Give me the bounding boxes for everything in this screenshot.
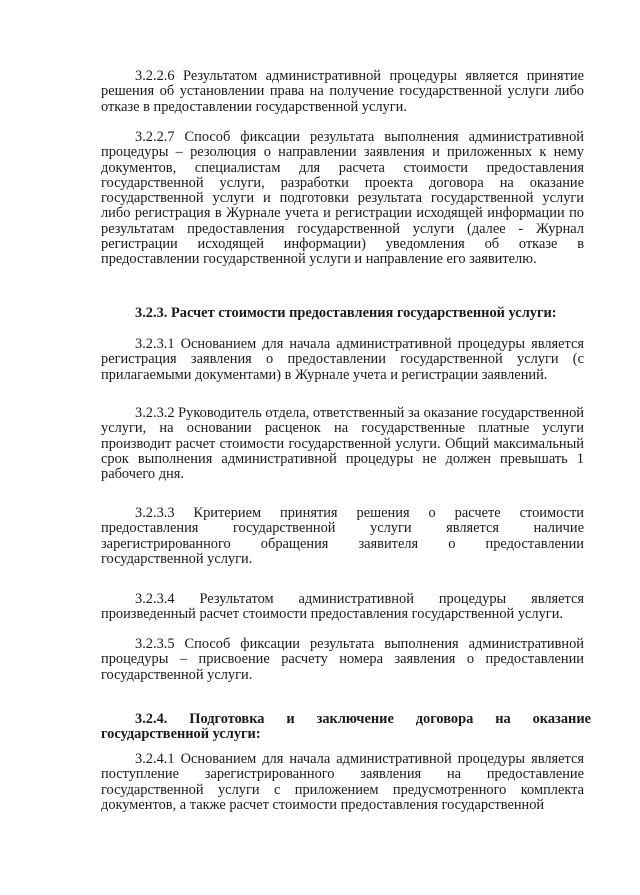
- paragraph-3-2-3-3: 3.2.3.3 Критерием принятия решения о расчете стоимости предоставления государственной услуги является наличие зарегистрированного обращения заявителя о предоставлении государственной услуги.: [101, 505, 584, 567]
- paragraph-3-2-2-7: 3.2.2.7 Способ фиксации результата выполнения административной процедуры – резолюция о направлении заявления и приложенных к нему документов, специалистам для расчета стоимости предоставления государственной услуги, разработки проекта договора на оказание государственной услуги и подготовки результата государственной услуги либо регистрация в Журнале учета и регистрации исходящей информации по результатам предоставления государственной услуги (далее - Журнал регистрации исходящей информации) уведомления об отказе в предоставлении государственной услуги и направление его заявителю.: [101, 129, 584, 268]
- paragraph-3-2-2-6: 3.2.2.6 Результатом административной процедуры является принятие решения об установлении права на получение государственной услуги либо отказе в предоставлении государственной услуги.: [101, 68, 584, 115]
- paragraph-3-2-3-1: 3.2.3.1 Основанием для начала административной процедуры является регистрация заявления о предоставлении государственной услуги (с прилагаемыми документами) в Журнале учета и регистрации заявлений.: [101, 336, 584, 383]
- paragraph-3-2-3-2: 3.2.3.2 Руководитель отдела, ответственный за оказание государственной услуги, на основании расценок на государственные платные услуги производит расчет стоимости государственной услуги. Общий максимальный срок выполнения административной процедуры не должен превышать 1 рабочего дня.: [101, 405, 584, 483]
- paragraph-3-2-3-5: 3.2.3.5 Способ фиксации результата выполнения административной процедуры – присвоение расчету номера заявления о предоставлении государственной услуги.: [101, 636, 584, 683]
- section-heading-3-2-4: 3.2.4. Подготовка и заключение договора на оказание государственной услуги:: [101, 711, 591, 743]
- section-heading-3-2-3: 3.2.3. Расчет стоимости предоставления государственной услуги:: [135, 305, 557, 321]
- paragraph-3-2-4-1: 3.2.4.1 Основанием для начала административной процедуры является поступление зарегистрированного заявления на предоставление государственной услуги с приложением предусмотренного комплекта документов, а также расчет стоимости предоставления государственной: [101, 751, 584, 813]
- paragraph-3-2-3-4: 3.2.3.4 Результатом административной процедуры является произведенный расчет стоимости предоставления государственной услуги.: [101, 591, 584, 623]
